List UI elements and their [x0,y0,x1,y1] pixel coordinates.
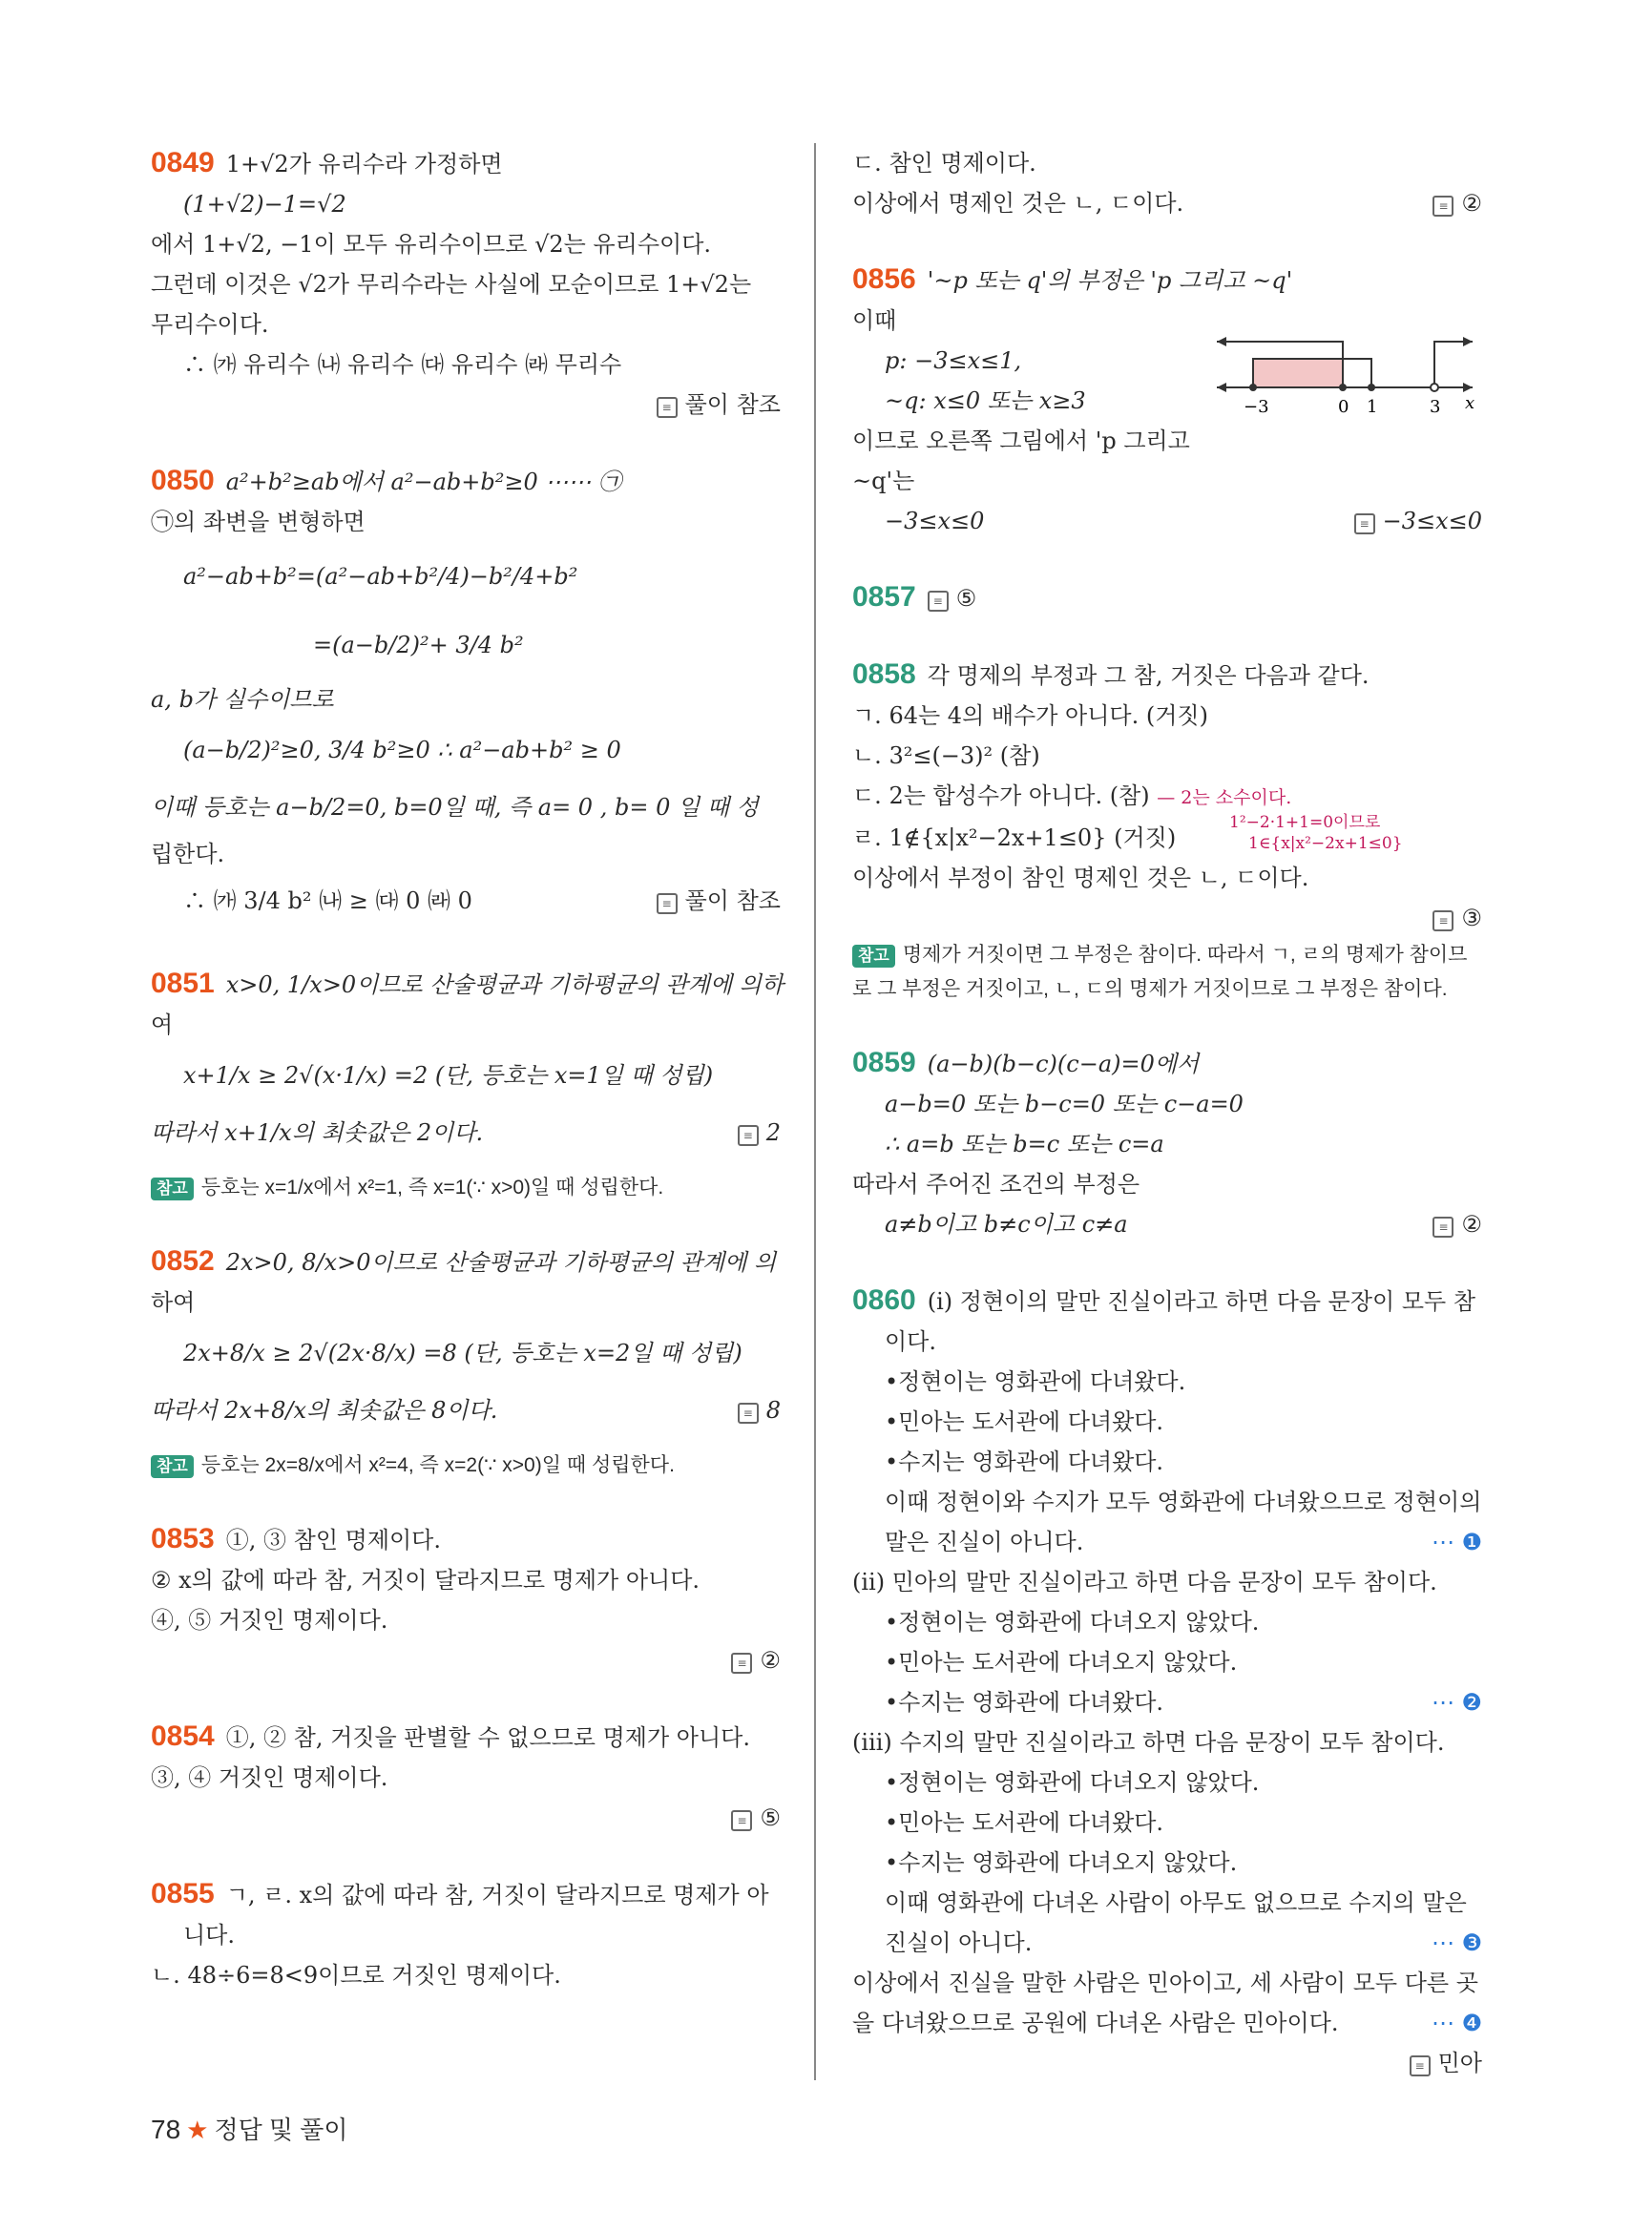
solution-line: 이때 [852,307,897,334]
solution-line: 이므로 오른쪽 그림에서 'p 그리고 [852,427,1190,454]
solution-text: ㄷ. 2는 합성수가 아니다. (참) [852,782,1150,809]
solution-line: ③, ④ 거짓인 명제이다. [151,1764,388,1791]
problem-0856 [852,260,1482,541]
problem-number: 0857 [852,581,916,613]
solution-line [852,501,1482,541]
problem-number: 0860 [852,1284,916,1316]
solution-text: ㄹ. 1∉{x|x²−2x+1≤0} (거짓) [852,824,1177,851]
side-note: — 2는 소수이다. [1157,787,1292,808]
solution-line [852,1522,1482,1562]
problem-0851 [151,964,784,1205]
solution-text: ∴ ㈎ 3/4 b² ㈏ ≥ ㈐ 0 ㈑ 0 [183,887,472,914]
step-marker: ⋯ ❸ [1431,1929,1482,1956]
solution-line: 무리수이다. [151,311,269,338]
answer-line [151,1798,781,1838]
bullet-line: • 민아는 도서관에 다녀왔다. [852,1402,1482,1442]
answer-icon [1432,1217,1453,1238]
intersection-region [1253,359,1343,387]
bullet-line: • 정현이는 영화관에 다녀오지 않았다. [852,1602,1482,1642]
solution-line: 2x+8/x ≥ 2√(2x·8/x) =8 (단, 등호는 x=2일 때 성립) [183,1340,742,1366]
answer-icon [738,1403,759,1424]
solution-line [852,813,1482,858]
solution-line [852,776,1482,818]
solution-text: 따라서 2x+8/x의 최솟값은 8이다. [151,1397,498,1424]
answer-line [151,385,781,425]
answer-icon [1354,513,1375,534]
tick-label: 0 [1338,397,1349,417]
solution-line: 각 명제의 부정과 그 참, 거짓은 다음과 같다. [927,662,1370,689]
solution-line [852,1923,1482,1963]
solution-line: x+1/x ≥ 2√(x·1/x) =2 (단, 등호는 x=1일 때 성립) [183,1062,714,1089]
solution-line: =(a−b/2)²+ 3/4 b² [313,632,524,658]
side-note: 1∈{x|x²−2x+1≤0} [1248,834,1403,853]
answer-text: −3≤x≤0 [1382,508,1482,534]
solution-line: a, b가 실수이므로 [151,686,334,713]
problem-number: 0851 [151,968,215,999]
bullet-line [852,1682,1482,1722]
solution-line: ~q: x≤0 또는 x≥3 [885,387,1086,414]
problem-0858 [852,655,1482,1007]
solution-line: 따라서 주어진 조건의 부정은 [852,1171,1140,1198]
solution-line: 하여 [151,1289,196,1316]
solution-line: ㄷ. 참인 명제이다. [852,150,1036,177]
solution-line: 이때 정현이와 수지가 모두 영화관에 다녀왔으므로 정현이의 [885,1489,1482,1515]
solution-line: 니다. [183,1922,235,1949]
column-divider [814,143,816,2080]
solution-line: (a−b/2)²≥0, 3/4 b²≥0 ∴ a²−ab+b² ≥ 0 [183,737,621,763]
step-marker: ⋯ ❶ [1431,1529,1482,1555]
problem-0849 [151,143,781,425]
solution-line: 1+√2가 유리수라 가정하면 [225,151,503,177]
answer-text: ② [1461,190,1482,217]
solution-line: 에서 1+√2, −1이 모두 유리수이므로 √2는 유리수이다. [151,231,712,258]
solution-line: ㉠의 좌변을 변형하면 [151,509,366,535]
solution-line: a²−ab+b²=(a²−ab+b²/4)−b²/4+b² [183,563,578,590]
footer-label: 정답 및 풀이 [214,2116,348,2144]
axis-arrow-right [1463,383,1473,392]
solution-line: '~p 또는 q'의 부정은 'p 그리고 ~q' [927,267,1293,294]
reference-text: 등호는 2x=8/x에서 x²=4, 즉 x=2(∵ x>0)일 때 성립한다. [200,1454,675,1476]
answer-icon [731,1810,752,1831]
solution-line: 이상에서 진실을 말한 사람은 민아이고, 세 사람이 모두 다른 곳 [852,1970,1478,1996]
bullet-line: • 수지는 영화관에 다녀왔다. [852,1442,1482,1482]
reference-badge: 참고 [852,945,895,968]
solution-line: 여 [151,1011,174,1038]
solution-line [852,1204,1482,1244]
bullet-line: • 수지는 영화관에 다녀오지 않았다. [852,1843,1482,1883]
point-1 [1368,384,1375,391]
solution-line [852,2003,1482,2043]
not-q-right-ray [1434,342,1473,387]
solution-line: ①, ③ 참인 명제이다. [225,1527,441,1553]
solution-line: x>0, 1/x>0이므로 산술평균과 기하평균의 관계에 의하 [225,971,784,998]
solution-line: a²+b²≥ab에서 a²−ab+b²≥0 ⋯⋯ ㉠ [225,469,621,495]
left-column [151,143,784,1995]
tick-label: 1 [1367,397,1378,417]
solution-text: −3≤x≤0 [885,508,985,534]
tick-label: −3 [1244,397,1269,417]
solution-text: 을 다녀왔으므로 공원에 다녀온 사람은 민아이다. [852,2010,1339,2036]
solution-line: ㄴ. 48÷6=8<9이므로 거짓인 명제이다. [151,1962,561,1989]
solution-line: (ⅲ) 수지의 말만 진실이라고 하면 다음 문장이 모두 참이다. [852,1729,1445,1756]
ray-arrow-right [1463,337,1473,346]
star-icon: ★ [186,2116,209,2144]
tick-label: 3 [1430,397,1441,417]
solution-line: ∴ ㈎ 유리수 ㈏ 유리수 ㈐ 유리수 ㈑ 무리수 [183,351,622,378]
answer-text: ③ [1461,905,1482,931]
answer-icon [731,1653,752,1674]
reference-badge: 참고 [151,1455,194,1478]
solution-line: (ⅰ) 정현이의 말만 진실이라고 하면 다음 문장이 모두 참 [927,1288,1476,1315]
solution-line: (a−b)(b−c)(c−a)=0에서 [927,1051,1200,1077]
answer-line [852,2043,1482,2083]
bullet-text: 수지는 영화관에 다녀왔다. [898,1689,1164,1716]
bullet-line: • 정현이는 영화관에 다녀오지 않았다. [852,1762,1482,1803]
solution-line: ~q'는 [852,468,915,494]
solution-line: 립한다. [151,841,225,867]
problem-number: 0859 [852,1047,916,1078]
solution-line [852,183,1482,223]
problem-number: 0850 [151,465,215,496]
reference-note [852,938,1482,1007]
problem-0855-continued [852,143,1482,223]
solution-line: ①, ② 참, 거짓을 판별할 수 없으므로 명제가 아니다. [225,1724,750,1751]
answer-text: 8 [765,1397,781,1424]
answer-line [852,898,1482,938]
solution-text: 따라서 x+1/x의 최솟값은 2이다. [151,1119,484,1146]
point-3 [1431,384,1438,391]
answer-icon [928,591,949,612]
solution-line: 2x>0, 8/x>0이므로 산술평균과 기하평균의 관계에 의 [225,1249,777,1276]
solution-line: 이다. [885,1328,936,1355]
solution-line: a−b=0 또는 b−c=0 또는 c−a=0 [885,1091,1244,1117]
reference-note [151,1449,781,1483]
solution-line: ㄴ. 3²≤(−3)² (참) [852,742,1040,769]
answer-text: 민아 [1437,2050,1482,2076]
answer-text: ② [760,1647,781,1674]
bullet-line: • 민아는 도서관에 다녀왔다. [852,1803,1482,1843]
bullet-line: • 정현이는 영화관에 다녀왔다. [852,1362,1482,1402]
axis-arrow-left [1217,383,1226,392]
solution-line: (1+√2)−1=√2 [183,191,346,218]
solution-line: 그런데 이것은 √2가 무리수라는 사실에 모순이므로 1+√2는 [151,271,752,298]
solution-line: ㄱ. 64는 4의 배수가 아니다. (거짓) [852,702,1208,729]
ray-arrow-left [1217,337,1226,346]
answer-text: ⑤ [760,1804,781,1831]
reference-note [151,1171,781,1205]
reference-badge: 참고 [151,1178,194,1200]
point-0 [1339,384,1347,391]
point-minus3 [1249,384,1257,391]
answer-icon [1410,2055,1431,2076]
problem-0859 [852,1043,1482,1244]
problem-number: 0856 [852,263,916,295]
bullet-line: • 민아는 도서관에 다녀오지 않았다. [852,1642,1482,1682]
solution-text: a≠b이고 b≠c이고 c≠a [885,1211,1128,1238]
solution-text: 진실이 아니다. [885,1929,1033,1956]
answer-text: ⑤ [955,585,977,612]
solution-line: ∴ a=b 또는 b=c 또는 c=a [885,1131,1164,1157]
solution-line: 이때 등호는 a−b/2=0, b=0일 때, 즉 a= 0 , b= 0 일 때 성 [151,794,759,821]
solution-line: (ⅱ) 민아의 말만 진실이라고 하면 다음 문장이 모두 참이다. [852,1569,1437,1595]
step-marker: ⋯ ❹ [1431,2010,1482,2036]
problem-0854 [151,1717,781,1838]
answer-text: ② [1461,1211,1482,1238]
reference-text: 등호는 x=1/x에서 x²=1, 즉 x=1(∵ x>0)일 때 성립한다. [200,1177,664,1199]
problem-number: 0852 [151,1245,215,1277]
problem-0857 [852,577,1482,618]
right-column [852,143,1482,2083]
answer-icon [1432,196,1453,217]
answer-icon [738,1125,759,1146]
answer-text: 풀이 참조 [684,391,781,418]
solution-line: ④, ⑤ 거짓인 명제이다. [151,1607,388,1634]
solution-line: 이상에서 부정이 참인 명제인 것은 ㄴ, ㄷ이다. [852,865,1309,891]
answer-icon [657,397,678,418]
problem-0850 [151,461,781,928]
solution-line [151,874,781,928]
page-footer [151,2111,348,2146]
answer-text: 2 [765,1119,781,1146]
solution-line: ㄱ, ㄹ. x의 값에 따라 참, 거짓이 달라지므로 명제가 아 [225,1882,769,1908]
solution-text: 말은 진실이 아니다. [885,1529,1084,1555]
problem-0860 [852,1281,1482,2083]
side-note: 1²−2·1+1=0이므로 [1229,813,1381,832]
problem-number: 0853 [151,1523,215,1554]
solution-line [151,1384,781,1437]
problem-0855 [151,1874,781,1995]
answer-icon [657,893,678,914]
solution-line: p: −3≤x≤1, [885,347,1022,374]
axis-label: x [1465,393,1475,413]
step-marker: ⋯ ❷ [1431,1689,1482,1716]
problem-0853 [151,1519,781,1680]
answer-text: 풀이 참조 [684,887,781,914]
problem-number: 0849 [151,147,215,178]
reference-text: 명제가 거짓이면 그 부정은 참이다. 따라서 ㄱ, ㄹ의 명제가 참이므로 그 부정은 거짓이고, ㄴ, ㄷ의 명제가 거짓이므로 그 부정은 참이다. [852,944,1468,1000]
solution-line [151,1106,781,1159]
solution-text: 이상에서 명제인 것은 ㄴ, ㄷ이다. [852,190,1184,217]
problem-0852 [151,1241,781,1483]
problem-number: 0854 [151,1720,215,1752]
answer-line [151,1640,781,1680]
number-line-graph [1215,336,1482,422]
solution-line: 이때 영화관에 다녀온 사람이 아무도 없으므로 수지의 말은 [885,1889,1467,1916]
page-number: 78 [151,2115,181,2144]
solution-line: ② x의 값에 따라 참, 거짓이 달라지므로 명제가 아니다. [151,1567,701,1594]
problem-number: 0855 [151,1878,215,1909]
answer-icon [1432,910,1453,931]
problem-number: 0858 [852,658,916,690]
